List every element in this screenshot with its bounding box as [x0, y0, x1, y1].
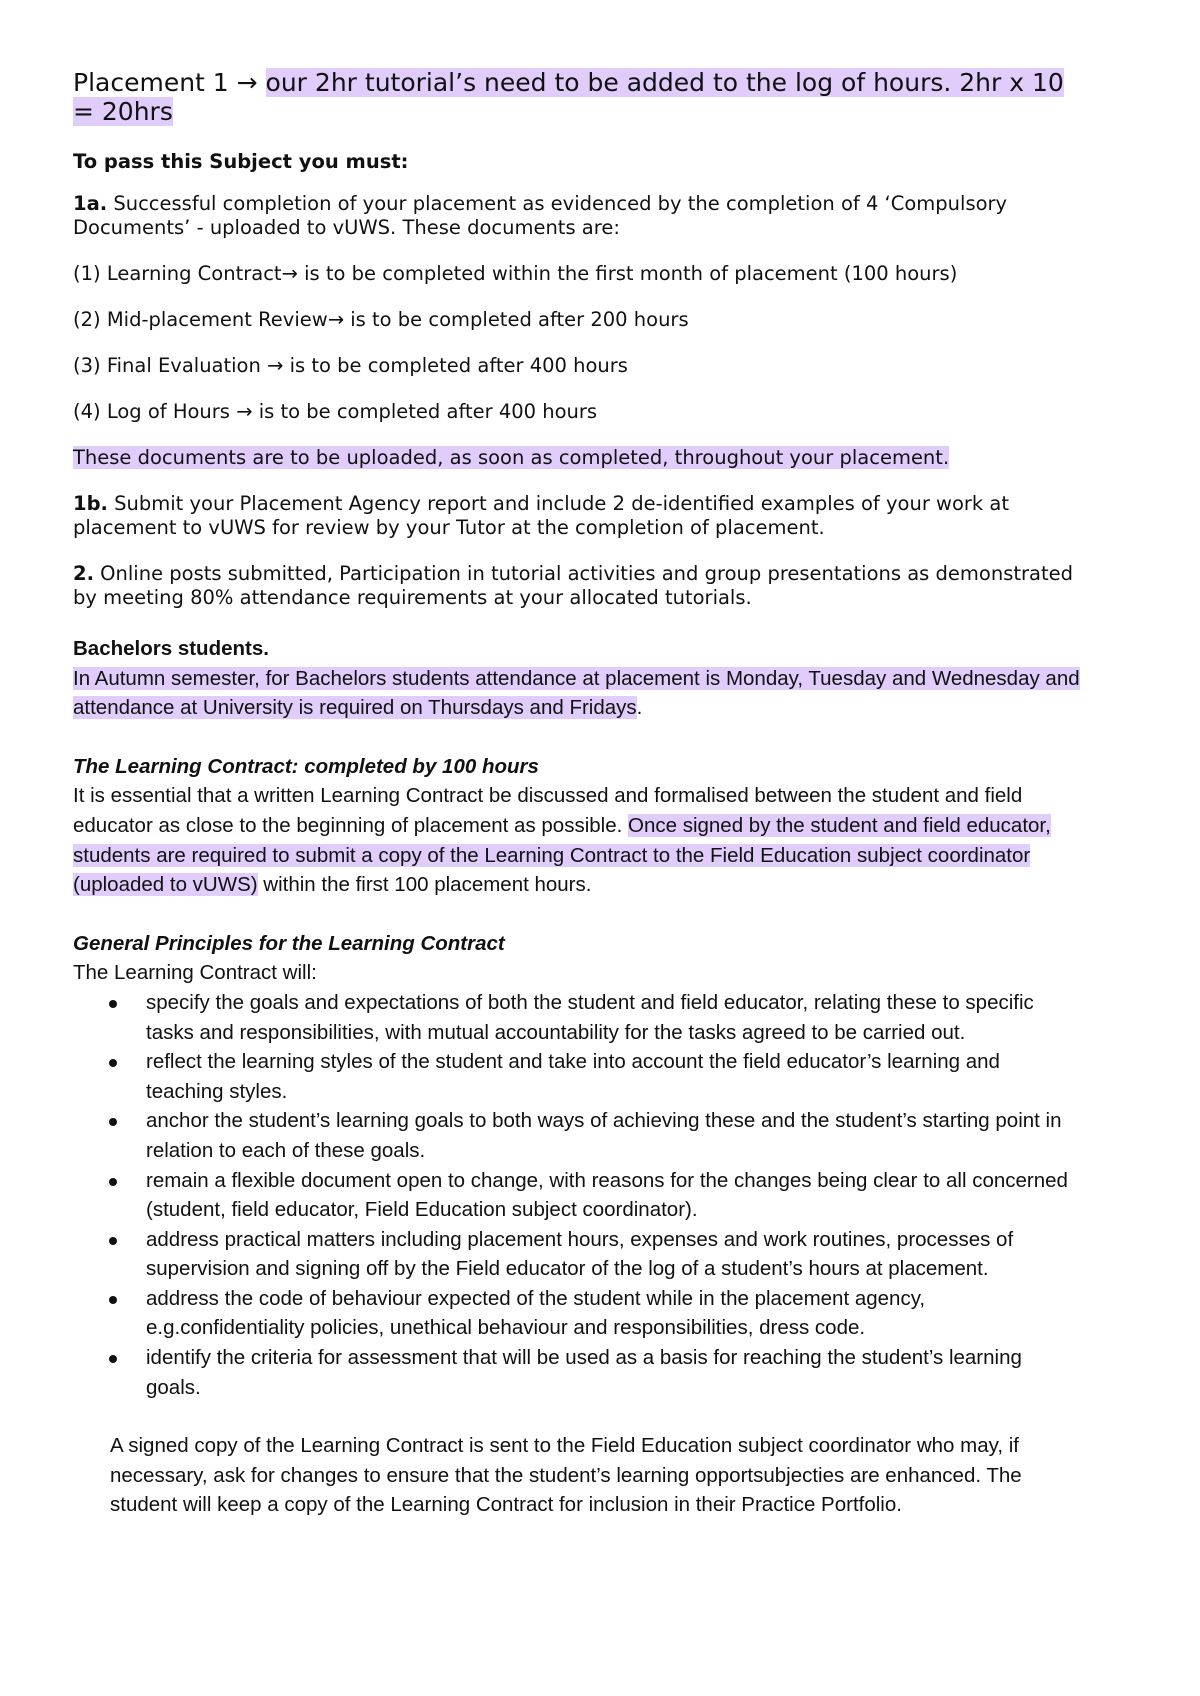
bachelors-heading: Bachelors students. — [73, 637, 269, 660]
requirement-1a-label: 1a. — [73, 192, 108, 215]
document-item: (4) Log of Hours → is to be completed after 400 hours — [73, 400, 598, 423]
bullet-icon — [109, 1296, 117, 1304]
principles-intro: The Learning Contract will: — [73, 961, 317, 985]
document-item: (1) Learning Contract→ is to be completed within the first month of placement (100 hours) — [73, 262, 958, 285]
list-item — [73, 1284, 1080, 1343]
requirement-2 — [73, 562, 1080, 610]
learning-contract-plain: It is essential that a written Learning Contract be discussed and formalised between the student and field educator as close to the beginning of placement as possible. — [73, 784, 1023, 837]
list-item — [73, 1343, 1080, 1402]
bachelors-text — [73, 664, 1080, 723]
list-item-text: address the code of behaviour expected of the student while in the placement agency, e.g.confidentiality policies, unethical behaviour and responsibilities, dress code. — [146, 1286, 926, 1340]
bachelors-end: . — [636, 696, 643, 720]
list-item-text: address practical matters including placement hours, expenses and work routines, processes of supervision and signing off by the Field educator of the log of a student’s hours at placement. — [146, 1227, 1014, 1281]
requirement-2-label: 2. — [73, 562, 94, 585]
upload-note-highlight: These documents are to be uploaded, as soon as completed, throughout your placement. — [73, 446, 950, 469]
requirement-1b — [73, 492, 1080, 540]
requirement-1a-text: Successful completion of your placement as evidenced by the completion of 4 ‘Compulsory Documents’ - uploaded to vUWS. These documents are: — [73, 192, 1008, 239]
learning-contract-text — [73, 781, 1080, 899]
list-item-text: reflect the learning styles of the student and take into account the field educator’s learning and teaching styles. — [146, 1050, 1000, 1103]
page-title — [73, 68, 1080, 126]
bullet-icon — [109, 1355, 117, 1363]
bullet-icon — [109, 1000, 117, 1008]
upload-note — [73, 446, 1080, 470]
learning-contract-end: within the first 100 placement hours. — [257, 873, 592, 897]
list-item — [73, 1166, 1080, 1225]
bachelors-highlight: In Autumn semester, for Bachelors students attendance at placement is Monday, Tuesday and Wednesday and attendance at University is required on Thursdays and Fridays — [73, 666, 1080, 720]
list-item-text: remain a flexible document open to change, with reasons for the changes being clear to all concerned (student, field educator, Field Education subject coordinator). — [146, 1168, 1068, 1222]
title-plain: Placement 1 → — [73, 68, 266, 97]
learning-contract-heading: The Learning Contract: completed by 100 hours — [73, 754, 539, 778]
list-item — [73, 1225, 1080, 1284]
bullet-icon — [109, 1059, 117, 1067]
requirement-2-text: Online posts submitted, Participation in tutorial activities and group presentations as demonstrated by meeting 80% attendance requirements at your allocated tutorials. — [73, 562, 1073, 609]
title-highlight: our 2hr tutorial’s need to be added to the log of hours. 2hr x 10 = 20hrs — [73, 68, 1064, 126]
requirements-section — [73, 150, 1080, 610]
list-item — [73, 988, 1080, 1047]
bullet-icon — [109, 1178, 117, 1186]
list-item — [73, 1047, 1080, 1106]
principles-heading: General Principles for the Learning Contract — [73, 931, 505, 955]
requirement-1a — [73, 192, 1080, 240]
document-item: (2) Mid-placement Review→ is to be completed after 200 hours — [73, 308, 689, 331]
requirement-1b-text: Submit your Placement Agency report and include 2 de-identified examples of your work at placement to vUWS for review by your Tutor at the completion of placement. — [73, 492, 1010, 539]
bullet-icon — [109, 1237, 117, 1245]
closing-paragraph: A signed copy of the Learning Contract is sent to the Field Education subject coordinator who may, if necessary, ask for changes to ensure that the student’s learning opportsubjecties are enhanced. The student will keep a copy of the Learning Contract for inclusion in their Practice Portfolio. — [110, 1434, 1022, 1517]
requirements-heading: To pass this Subject you must: — [73, 150, 409, 173]
list-item — [73, 1106, 1080, 1165]
bachelors-section — [73, 634, 1080, 1520]
list-item-text: anchor the student’s learning goals to both ways of achieving these and the student’s starting point in relation to each of these goals. — [146, 1109, 1062, 1162]
requirement-1b-label: 1b. — [73, 492, 108, 515]
list-item-text: identify the criteria for assessment that will be used as a basis for reaching the student’s learning goals. — [146, 1346, 1022, 1399]
list-item-text: specify the goals and expectations of both the student and field educator, relating these to specific tasks and responsibilities, with mutual accountability for the tasks agreed to be carried out. — [146, 990, 1034, 1044]
principles-list — [73, 988, 1080, 1402]
bullet-icon — [109, 1118, 117, 1126]
document-item: (3) Final Evaluation → is to be completed after 400 hours — [73, 354, 628, 377]
learning-contract-highlight: Once signed by the student and field educator, students are required to submit a copy of the Learning Contract to the Field Education subject coordinator (uploaded to vUWS) — [73, 813, 1051, 897]
